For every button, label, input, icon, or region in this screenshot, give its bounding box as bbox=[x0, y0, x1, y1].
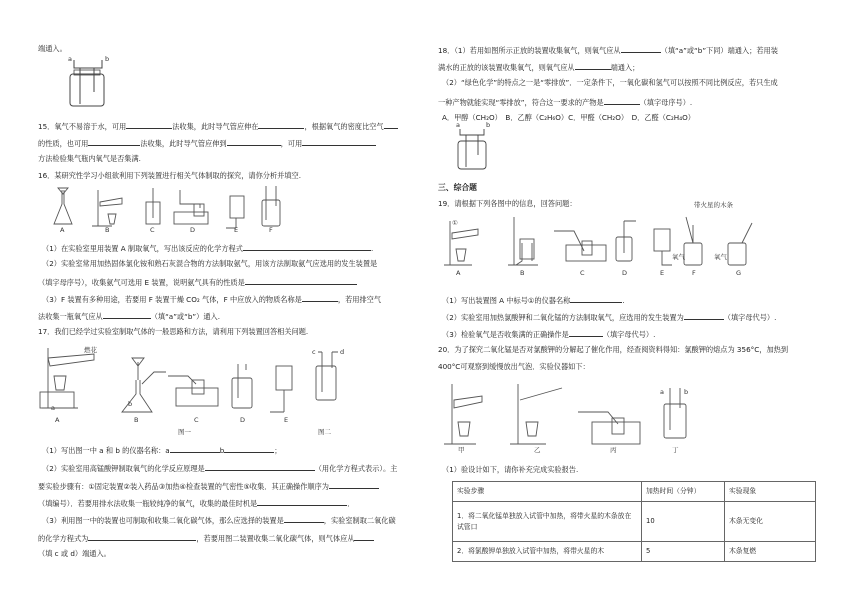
q18-line4 bbox=[438, 96, 692, 107]
fig-label: C bbox=[194, 416, 199, 424]
text: 法收集一瓶氧气应从 bbox=[38, 312, 103, 321]
text: （填“a”或“b”下同）端通入；若用装 bbox=[660, 46, 778, 55]
table-header: 加热时间（分钟） bbox=[642, 482, 725, 502]
label-a: a bbox=[456, 121, 460, 129]
text: （1）写出装置图 A 中标号①的仪器名称 bbox=[442, 296, 571, 305]
q17-part3-line1 bbox=[42, 514, 396, 525]
q15-line3: 方法检验集气瓶内氧气是否集满. bbox=[38, 154, 141, 163]
text: 要实验步骤有：①固定装置②装入药品③加热④检查装置的气密性⑤收集．其正确操作顺序为 bbox=[38, 482, 329, 491]
q20-stem-line2: 400°C可观察到缓慢放出气泡．实验仪器如下： bbox=[438, 362, 590, 371]
text: 法收集，此时导气管应伸到 bbox=[140, 139, 227, 148]
text: （填字母代号）. bbox=[602, 330, 656, 339]
label-a: a bbox=[660, 388, 664, 396]
text: . bbox=[622, 296, 625, 305]
blank[interactable] bbox=[245, 276, 357, 285]
q19-part1 bbox=[442, 294, 625, 305]
fig-label: D bbox=[240, 416, 246, 424]
q16-apparatus-figure bbox=[50, 184, 310, 232]
fig-label: D bbox=[190, 226, 196, 234]
q16-part2-line1: （2）实验室常用加热固体氯化铵和熟石灰混合物的方法制取氨气，用该方法制取氨气应选用的发生装置是 bbox=[42, 259, 378, 268]
fig-label: B bbox=[105, 226, 110, 234]
text: ，若用排空气 bbox=[337, 295, 382, 304]
table-row bbox=[453, 542, 816, 562]
text: （3）F 装置有多种用途，若要用 F 装置干燥 CO₂ 气体，F 中应放入的物质名称是 bbox=[42, 295, 302, 304]
blank[interactable] bbox=[302, 137, 376, 146]
label-b: b bbox=[486, 121, 491, 129]
text: 法收集，此时导气管应伸在 bbox=[172, 122, 259, 131]
label-a: a bbox=[51, 404, 55, 412]
text: ，若要用图二装置收集二氧化碳气体，则气体应从 bbox=[196, 534, 355, 543]
q17-apparatus-figure bbox=[38, 340, 378, 436]
label-c: c bbox=[312, 348, 316, 356]
text: （填字母序号），收集氨气可选用 E 装置，说明氨气具有的性质是 bbox=[38, 278, 245, 287]
text: 端通入； bbox=[610, 63, 640, 72]
blank[interactable] bbox=[284, 514, 324, 523]
table-header: 实验步骤 bbox=[453, 482, 642, 502]
text: （1）写出图一中 a 和 b 的仪器名称：a bbox=[42, 446, 170, 455]
stick-label: 带火星的木条 bbox=[694, 201, 733, 209]
blank[interactable] bbox=[384, 120, 398, 129]
burn-label: 燃花 bbox=[84, 346, 97, 354]
label-b: b bbox=[128, 400, 133, 408]
fig-label: C bbox=[150, 226, 155, 234]
fig-label: 丁 bbox=[672, 446, 679, 454]
text: （填字母代号）. bbox=[723, 313, 777, 322]
q18-line1 bbox=[438, 44, 778, 55]
label-a: a bbox=[68, 55, 72, 63]
text: （3）利用图一中的装置也可制取和收集二氧化碳气体，那么应选择的装置是 bbox=[42, 516, 284, 525]
q16-stem: 16．某研究性学习小组欲利用下列装置进行相关气体制取的探究，请你分析并填空. bbox=[38, 171, 301, 180]
blank[interactable] bbox=[621, 44, 661, 53]
fig2-label: 图二 bbox=[318, 428, 331, 436]
table-cell: 10 bbox=[642, 502, 725, 542]
text: 15．氧气不易溶于水，可用 bbox=[38, 122, 127, 131]
blank[interactable] bbox=[329, 480, 379, 489]
blank[interactable] bbox=[243, 242, 374, 253]
fig-label: E bbox=[234, 226, 239, 234]
text: 18．（1）若用如图所示正放的装置收集氧气，则氧气应从 bbox=[438, 46, 621, 55]
o2-label: 氧气 bbox=[714, 253, 727, 261]
fig-label: B bbox=[520, 269, 525, 277]
blank[interactable] bbox=[103, 310, 151, 319]
blank[interactable] bbox=[575, 61, 611, 70]
o2-label: 氧气 bbox=[672, 253, 685, 261]
label-b: b bbox=[105, 55, 110, 63]
text: 满水的正放的该装置收集氧气，则氧气应从 bbox=[438, 63, 575, 72]
blank[interactable] bbox=[257, 497, 347, 506]
q17-part2-line1 bbox=[42, 462, 397, 473]
fig-label: B bbox=[134, 416, 139, 424]
text: （1）在实验室里用装置 A 制取氧气，写出该反应的化学方程式 bbox=[42, 244, 243, 253]
blank[interactable] bbox=[569, 328, 603, 337]
table-cell: 1．将二氧化锰单独放入试管中加热，将带火星的木条放在试管口 bbox=[453, 502, 642, 542]
text: ，可用 bbox=[280, 139, 303, 148]
q20-stem-line1: 20．为了探究二氧化锰是否对氯酸钾的分解起了催化作用，经查阅资料得知：氯酸钾的熔点为 356°C，加热到 bbox=[438, 345, 789, 354]
q17-part1 bbox=[42, 444, 281, 455]
blank[interactable] bbox=[258, 120, 304, 129]
q16-part1 bbox=[42, 242, 373, 253]
text: （3）检验氧气是否收集满的正确操作是 bbox=[442, 330, 569, 339]
q20-apparatus-figure bbox=[442, 378, 702, 452]
text: ，实验室制取二氧化碳 bbox=[323, 516, 396, 525]
blank[interactable] bbox=[227, 137, 281, 146]
q18-bottle-figure bbox=[452, 121, 496, 171]
q19-part2 bbox=[442, 311, 776, 322]
blank[interactable] bbox=[126, 120, 172, 129]
section-heading: 三、综合题 bbox=[438, 183, 477, 192]
text: 一种产物就能实现“零排放”，符合这一要求的产物是 bbox=[438, 98, 604, 107]
table-cell: 木条复燃 bbox=[725, 542, 816, 562]
fig-label: D bbox=[622, 269, 628, 277]
q18-line2 bbox=[438, 61, 639, 72]
fig-label: A bbox=[456, 269, 461, 277]
text: ，根据氧气的密度比空气 bbox=[304, 122, 384, 131]
q15-line1 bbox=[38, 120, 398, 131]
fig-label: 甲 bbox=[458, 446, 465, 454]
text: ． bbox=[347, 499, 355, 508]
text: （填“a”或“b”）通入. bbox=[150, 312, 220, 321]
q17-part2-line2 bbox=[38, 480, 379, 491]
fig-label: F bbox=[269, 226, 273, 234]
q18-line3: （2）“绿色化学”的特点之一是“零排放”．一定条件下，一氧化碳和氢气可以按照不同比例反应，若只生成 bbox=[442, 78, 778, 87]
text: （填字母序号）. bbox=[639, 98, 693, 107]
q19-stem: 19．请根据下列各图中的信息，回答问题： bbox=[438, 199, 577, 208]
blank[interactable] bbox=[604, 96, 640, 105]
text: （用化学方程式表示）。主 bbox=[314, 464, 398, 473]
label-d: d bbox=[340, 348, 345, 356]
q17-part2-line3 bbox=[38, 497, 354, 508]
q20-part1: （1）验设计如下，请你补充完成实验报告. bbox=[442, 465, 579, 474]
fig-label: F bbox=[692, 269, 696, 277]
text: b bbox=[219, 446, 225, 455]
text: ； bbox=[274, 446, 282, 455]
gas-bottle-figure bbox=[60, 55, 120, 108]
fig-label: 丙 bbox=[610, 446, 617, 454]
text: 的性质，也可用 bbox=[38, 139, 89, 148]
text: （填编号）．若要用排水法收集一瓶较纯净的氧气，收集的最佳时机是 bbox=[38, 499, 258, 508]
experiment-report-table bbox=[452, 481, 816, 562]
blank[interactable] bbox=[205, 462, 315, 471]
table-row bbox=[453, 502, 816, 542]
table-header-row bbox=[453, 482, 816, 502]
q16-part2-line2 bbox=[38, 276, 357, 287]
label-one: ① bbox=[452, 219, 458, 227]
fig-label: E bbox=[284, 416, 289, 424]
q15-line2 bbox=[38, 137, 376, 148]
q19-part3 bbox=[442, 328, 655, 339]
table-header: 实验现象 bbox=[725, 482, 816, 502]
blank[interactable] bbox=[88, 532, 196, 541]
table-cell: 木条无变化 bbox=[725, 502, 816, 542]
text: 的化学方程式为 bbox=[38, 534, 89, 543]
q18-options: A．甲醇（CH₂O） B．乙醇（C₂H₆O）C．甲醛（CH₂O） D．乙醛（C₂H₄O） bbox=[442, 113, 695, 122]
blank[interactable] bbox=[88, 137, 140, 146]
fig-label: A bbox=[55, 416, 60, 424]
text: . bbox=[370, 244, 374, 253]
blank[interactable] bbox=[684, 311, 724, 320]
blank[interactable] bbox=[570, 294, 625, 305]
table-cell: 5 bbox=[642, 542, 725, 562]
q16-part3-line1 bbox=[42, 293, 381, 304]
blank[interactable] bbox=[170, 444, 220, 453]
blank[interactable] bbox=[302, 293, 338, 302]
fig-label: G bbox=[736, 269, 742, 277]
fig1-label: 图一 bbox=[178, 428, 191, 436]
q17-stem: 17．我们已经学过实验室制取气体的一般思路和方法，请利用下列装置回答相关问题. bbox=[38, 327, 309, 336]
fig-label: C bbox=[580, 269, 585, 277]
blank[interactable] bbox=[354, 532, 374, 541]
fig-label: 乙 bbox=[534, 446, 541, 454]
table-cell: 2．将氯酸钾单独放入试管中加热，将带火星的木 bbox=[453, 542, 642, 562]
fig-label: A bbox=[60, 226, 65, 234]
q17-part3-line2 bbox=[38, 532, 374, 543]
q14-tail: 端通入。 bbox=[38, 44, 67, 53]
q17-part3-line3: （填 c 或 d）端通入。 bbox=[38, 549, 111, 558]
q16-part3-line2 bbox=[38, 310, 220, 321]
label-b: b bbox=[684, 388, 689, 396]
text: （2）实验室用高锰酸钾制取氧气的化学反应原理是 bbox=[42, 464, 205, 473]
fig-label: E bbox=[660, 269, 665, 277]
blank[interactable] bbox=[224, 444, 274, 453]
text: （2）实验室用加热氯酸钾和二氧化锰的方法制取氧气，应选用的发生装置为 bbox=[442, 313, 684, 322]
